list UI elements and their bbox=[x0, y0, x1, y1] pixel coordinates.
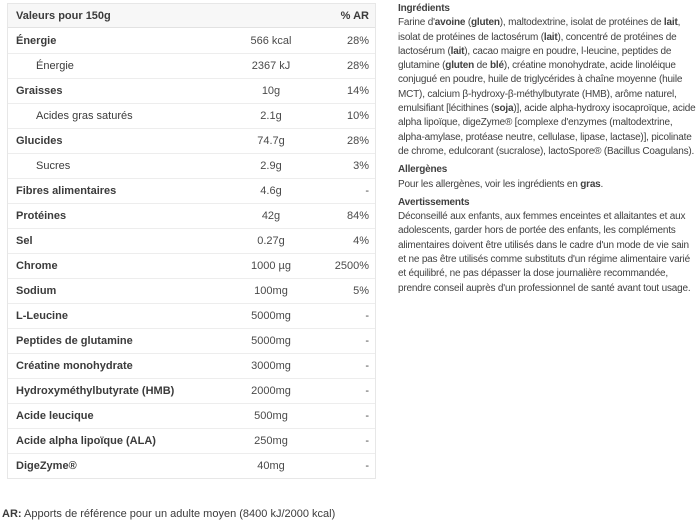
row-ar-percent: 14% bbox=[346, 85, 369, 97]
section-heading: Ingrédients bbox=[398, 3, 450, 14]
row-label: Glucides bbox=[16, 135, 63, 147]
row-ar-percent: 2500% bbox=[334, 260, 369, 272]
table-row bbox=[8, 103, 375, 128]
table-row bbox=[8, 203, 375, 228]
row-ar-percent: - bbox=[365, 335, 369, 347]
row-value: 250mg bbox=[254, 435, 288, 447]
row-value: 74.7g bbox=[257, 135, 285, 147]
table-row bbox=[8, 353, 375, 378]
info-panel bbox=[398, 2, 696, 296]
table-row bbox=[8, 153, 375, 178]
section-paragraph: Déconseillé aux enfants, aux femmes enceintes et allaitantes et aux adolescents, garder hors de portée des enfants, les compléments alimentaires doivent être utilisés dans le cadre d'un mode de vie sain et ne pas être utilisés comme substituts d'un régime alimentaire varié et équilibré, ne pas dépasser la dose journalière recommandée, prendre conseil auprès d'un professionnel de santé avant tout usage. bbox=[398, 211, 691, 294]
row-ar-percent: 28% bbox=[346, 135, 369, 147]
table-row bbox=[8, 128, 375, 153]
table-row bbox=[8, 303, 375, 328]
footnote-abbr: AR: bbox=[2, 508, 22, 520]
nutrition-table bbox=[7, 3, 376, 479]
table-row bbox=[8, 403, 375, 428]
table-row bbox=[8, 28, 375, 53]
footnote-text: Apports de référence pour un adulte moyen (8400 kJ/2000 kcal) bbox=[21, 508, 336, 520]
row-label: Sodium bbox=[16, 285, 57, 297]
row-ar-percent: 84% bbox=[346, 210, 369, 222]
row-value: 10g bbox=[261, 85, 281, 97]
row-ar-percent: - bbox=[365, 185, 369, 197]
row-label: Fibres alimentaires bbox=[16, 185, 117, 197]
row-ar-percent: 3% bbox=[353, 160, 369, 172]
row-value: 42g bbox=[261, 210, 281, 222]
table-row bbox=[8, 428, 375, 453]
row-value: 566 kcal bbox=[250, 34, 292, 47]
row-ar-percent: 10% bbox=[346, 110, 369, 122]
row-label: Acide alpha lipoïque (ALA) bbox=[16, 435, 156, 447]
section-heading: Allergènes bbox=[398, 164, 448, 176]
row-label: DigeZyme® bbox=[16, 460, 77, 472]
table-header-ar: % AR bbox=[340, 9, 369, 22]
table-row bbox=[8, 453, 375, 478]
row-label: Chrome bbox=[16, 260, 58, 272]
table-row bbox=[8, 253, 375, 278]
row-label: Protéines bbox=[16, 210, 67, 222]
table-row bbox=[8, 278, 375, 303]
row-ar-percent: - bbox=[365, 410, 369, 422]
row-label: Énergie bbox=[16, 34, 57, 47]
row-value: 5000mg bbox=[251, 310, 291, 322]
row-label: Créatine monohydrate bbox=[16, 360, 133, 372]
row-ar-percent: 4% bbox=[353, 235, 369, 247]
row-value: 2.9g bbox=[260, 160, 282, 172]
row-value: 0.27g bbox=[257, 235, 285, 247]
table-row bbox=[8, 328, 375, 353]
table-row bbox=[8, 53, 375, 78]
row-value: 2367 kJ bbox=[251, 60, 291, 72]
row-ar-percent: - bbox=[365, 385, 369, 397]
row-ar-percent: - bbox=[365, 360, 369, 372]
table-row bbox=[8, 178, 375, 203]
row-label: L-Leucine bbox=[16, 310, 68, 322]
row-value: 100mg bbox=[254, 285, 288, 297]
table-row bbox=[8, 228, 375, 253]
row-label: Sucres bbox=[36, 160, 71, 172]
row-value: 40mg bbox=[257, 460, 285, 472]
row-value: 2.1g bbox=[260, 110, 282, 122]
row-value: 2000mg bbox=[251, 385, 291, 397]
reference-footnote bbox=[2, 508, 335, 520]
row-value: 3000mg bbox=[251, 360, 291, 372]
row-ar-percent: 5% bbox=[353, 285, 369, 297]
row-value: 5000mg bbox=[251, 335, 291, 347]
row-label: Graisses bbox=[16, 85, 63, 97]
section-paragraph: Pour les allergènes, voir les ingrédients en gras. bbox=[398, 178, 604, 190]
table-body bbox=[8, 28, 375, 478]
table-row bbox=[8, 378, 375, 403]
table-row bbox=[8, 78, 375, 103]
row-label: Acide leucique bbox=[16, 410, 94, 422]
row-label: Acides gras saturés bbox=[36, 110, 133, 122]
row-ar-percent: - bbox=[365, 435, 369, 447]
row-label: Énergie bbox=[36, 60, 74, 72]
row-label: Hydroxyméthylbutyrate (HMB) bbox=[16, 385, 175, 397]
row-ar-percent: 28% bbox=[346, 60, 369, 72]
row-ar-percent: - bbox=[365, 460, 369, 472]
row-label: Sel bbox=[16, 235, 33, 247]
section-heading: Avertissements bbox=[398, 196, 470, 208]
row-value: 500mg bbox=[254, 410, 288, 422]
row-value: 4.6g bbox=[260, 185, 282, 197]
row-label: Peptides de glutamine bbox=[16, 335, 133, 347]
row-ar-percent: 28% bbox=[346, 34, 369, 47]
row-value: 1000 µg bbox=[251, 260, 291, 272]
table-header-row bbox=[8, 4, 375, 28]
section-paragraph: Farine d'avoine (gluten), maltodextrine, isolat de protéines de lait, isolat de protéines de lactosérum (lait), concentré de protéines de lactosérum (lait), cacao maigre en poudre, l-leucine, peptides de glutamine (gluten de blé), créatine monohydrate, acide linoléique conjugué en poudre, huile de triglycérides à chaîne moyenne (huile MCT), calcium β-hydroxy-β-méthylbutyrate (HMB), arôme naturel, emulsifiant [lécithines (soja)], acide alpha-hydroxy isocaproïque, acide alpha lipoïque, digeZyme® [complexe d'enzymes (maltodextrine, alpha-amylase, protéase neutre, cellulase, lipase, lactase)], picolinate de chrome, edulcorant (sucralose), lactoSpore® (Bacillus Coagulans). bbox=[398, 17, 696, 157]
table-header-label: Valeurs pour 150g bbox=[16, 9, 111, 22]
row-ar-percent: - bbox=[365, 310, 369, 322]
